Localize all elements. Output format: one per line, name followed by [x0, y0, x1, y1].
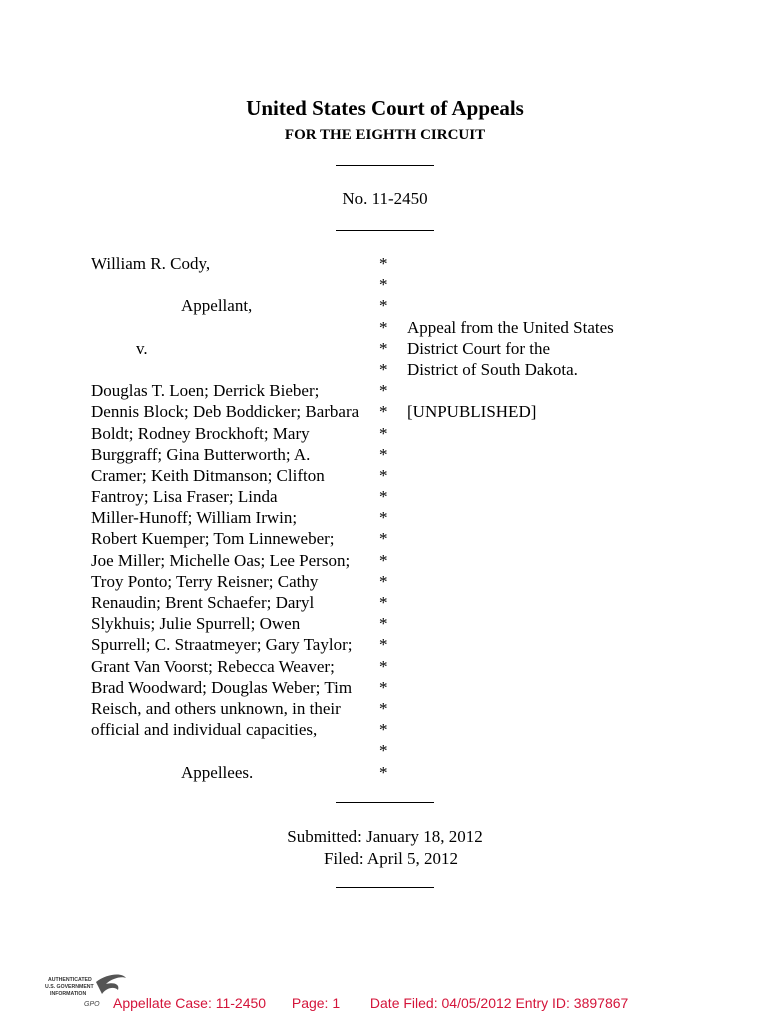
asterisk-column	[379, 253, 393, 783]
asterisk: *	[379, 593, 388, 612]
asterisk: *	[379, 677, 388, 697]
asterisk: *	[379, 296, 388, 316]
appellees-line: Fantroy; Lisa Fraser; Linda	[91, 487, 278, 507]
appellees-line: Brad Woodward; Douglas Weber; Tim	[91, 677, 353, 697]
case-number: No. 11-2450	[342, 189, 428, 208]
filing-footer	[113, 994, 628, 1012]
asterisk: *	[379, 656, 388, 676]
appellees-line: Spurrell; C. Straatmeyer; Gary Taylor;	[91, 635, 353, 655]
court-title: United States Court of Appeals	[246, 96, 524, 120]
asterisk: *	[379, 402, 388, 422]
asterisk: *	[379, 317, 388, 337]
spacer	[407, 380, 614, 401]
logo-text-line2: U.S. GOVERNMENT	[45, 984, 94, 990]
divider-rule	[336, 887, 434, 888]
asterisk: *	[379, 508, 388, 528]
asterisk: *	[379, 359, 388, 379]
eagle-icon	[96, 975, 126, 994]
appeal-line: District of South Dakota.	[407, 359, 578, 379]
asterisk: *	[379, 571, 388, 591]
footer-page: Page: 1	[291, 995, 341, 1011]
appellees-line: official and individual capacities,	[91, 720, 318, 740]
asterisk: *	[379, 762, 388, 782]
appellees-role: Appellees.	[181, 762, 254, 782]
appellees-line: Robert Kuemper; Tom Linneweber;	[91, 529, 335, 549]
divider-rule	[336, 230, 434, 231]
asterisk: *	[379, 338, 388, 358]
logo-text-line3: INFORMATION	[50, 991, 87, 997]
appellees-line: Dennis Block; Deb Boddicker; Barbara	[91, 402, 360, 422]
logo-mark: GPO	[84, 1001, 100, 1008]
filed-date: Filed: April 5, 2012	[323, 848, 459, 868]
appellees-line: Joe Miller; Michelle Oas; Lee Person;	[91, 550, 351, 570]
spacer	[91, 274, 381, 295]
asterisk: *	[379, 381, 388, 401]
unpublished-label: [UNPUBLISHED]	[407, 402, 537, 422]
submitted-date: Submitted: January 18, 2012	[287, 827, 483, 846]
appellees-line: Douglas T. Loen; Derrick Bieber;	[91, 381, 320, 401]
circuit-heading: FOR THE EIGHTH CIRCUIT	[284, 127, 486, 143]
caption-parties	[91, 253, 381, 783]
asterisk: *	[379, 720, 388, 740]
submission-dates	[0, 826, 770, 869]
appellees-line: Grant Van Voorst; Rebecca Weaver;	[91, 656, 335, 676]
appellees-line: Renaudin; Brent Schaefer; Daryl	[91, 593, 315, 612]
footer-date-filed: Date Filed: 04/05/2012 Entry ID: 3897867	[369, 995, 629, 1011]
appellees-line: Troy Ponto; Terry Reisner; Cathy	[91, 571, 319, 591]
asterisk: *	[379, 741, 388, 761]
spacer	[91, 359, 381, 380]
appellant-name: William R. Cody,	[91, 254, 211, 273]
asterisk: *	[379, 275, 388, 295]
asterisk: *	[379, 444, 388, 464]
divider-rule	[336, 802, 434, 803]
appellees-line: Burggraff; Gina Butterworth; A.	[91, 444, 311, 464]
appeal-line: District Court for the	[407, 338, 551, 358]
appellees-line: Reisch, and others unknown, in their	[91, 698, 341, 718]
appellees-line: Miller-Hunoff; William Irwin;	[91, 508, 298, 528]
asterisk: *	[379, 635, 388, 655]
appellees-line: Boldt; Rodney Brockhoft; Mary	[91, 423, 310, 443]
asterisk: *	[379, 487, 388, 507]
appellees-line: Slykhuis; Julie Spurrell; Owen	[91, 614, 301, 634]
spacer	[91, 317, 381, 338]
asterisk: *	[379, 465, 388, 485]
versus: v.	[136, 338, 148, 358]
asterisk: *	[379, 423, 388, 443]
appeal-info	[407, 317, 614, 423]
asterisk: *	[379, 550, 388, 570]
footer-case: Appellate Case: 11-2450	[113, 995, 267, 1011]
appellees-line: Cramer; Keith Ditmanson; Clifton	[91, 465, 325, 485]
asterisk: *	[379, 254, 388, 273]
spacer	[91, 740, 381, 761]
appeal-line: Appeal from the United States	[407, 317, 614, 337]
appellant-role: Appellant,	[181, 296, 253, 316]
asterisk: *	[379, 698, 388, 718]
asterisk: *	[379, 614, 388, 634]
divider-rule	[336, 165, 434, 166]
logo-text-line1: AUTHENTICATED	[48, 977, 92, 983]
asterisk: *	[379, 529, 388, 549]
